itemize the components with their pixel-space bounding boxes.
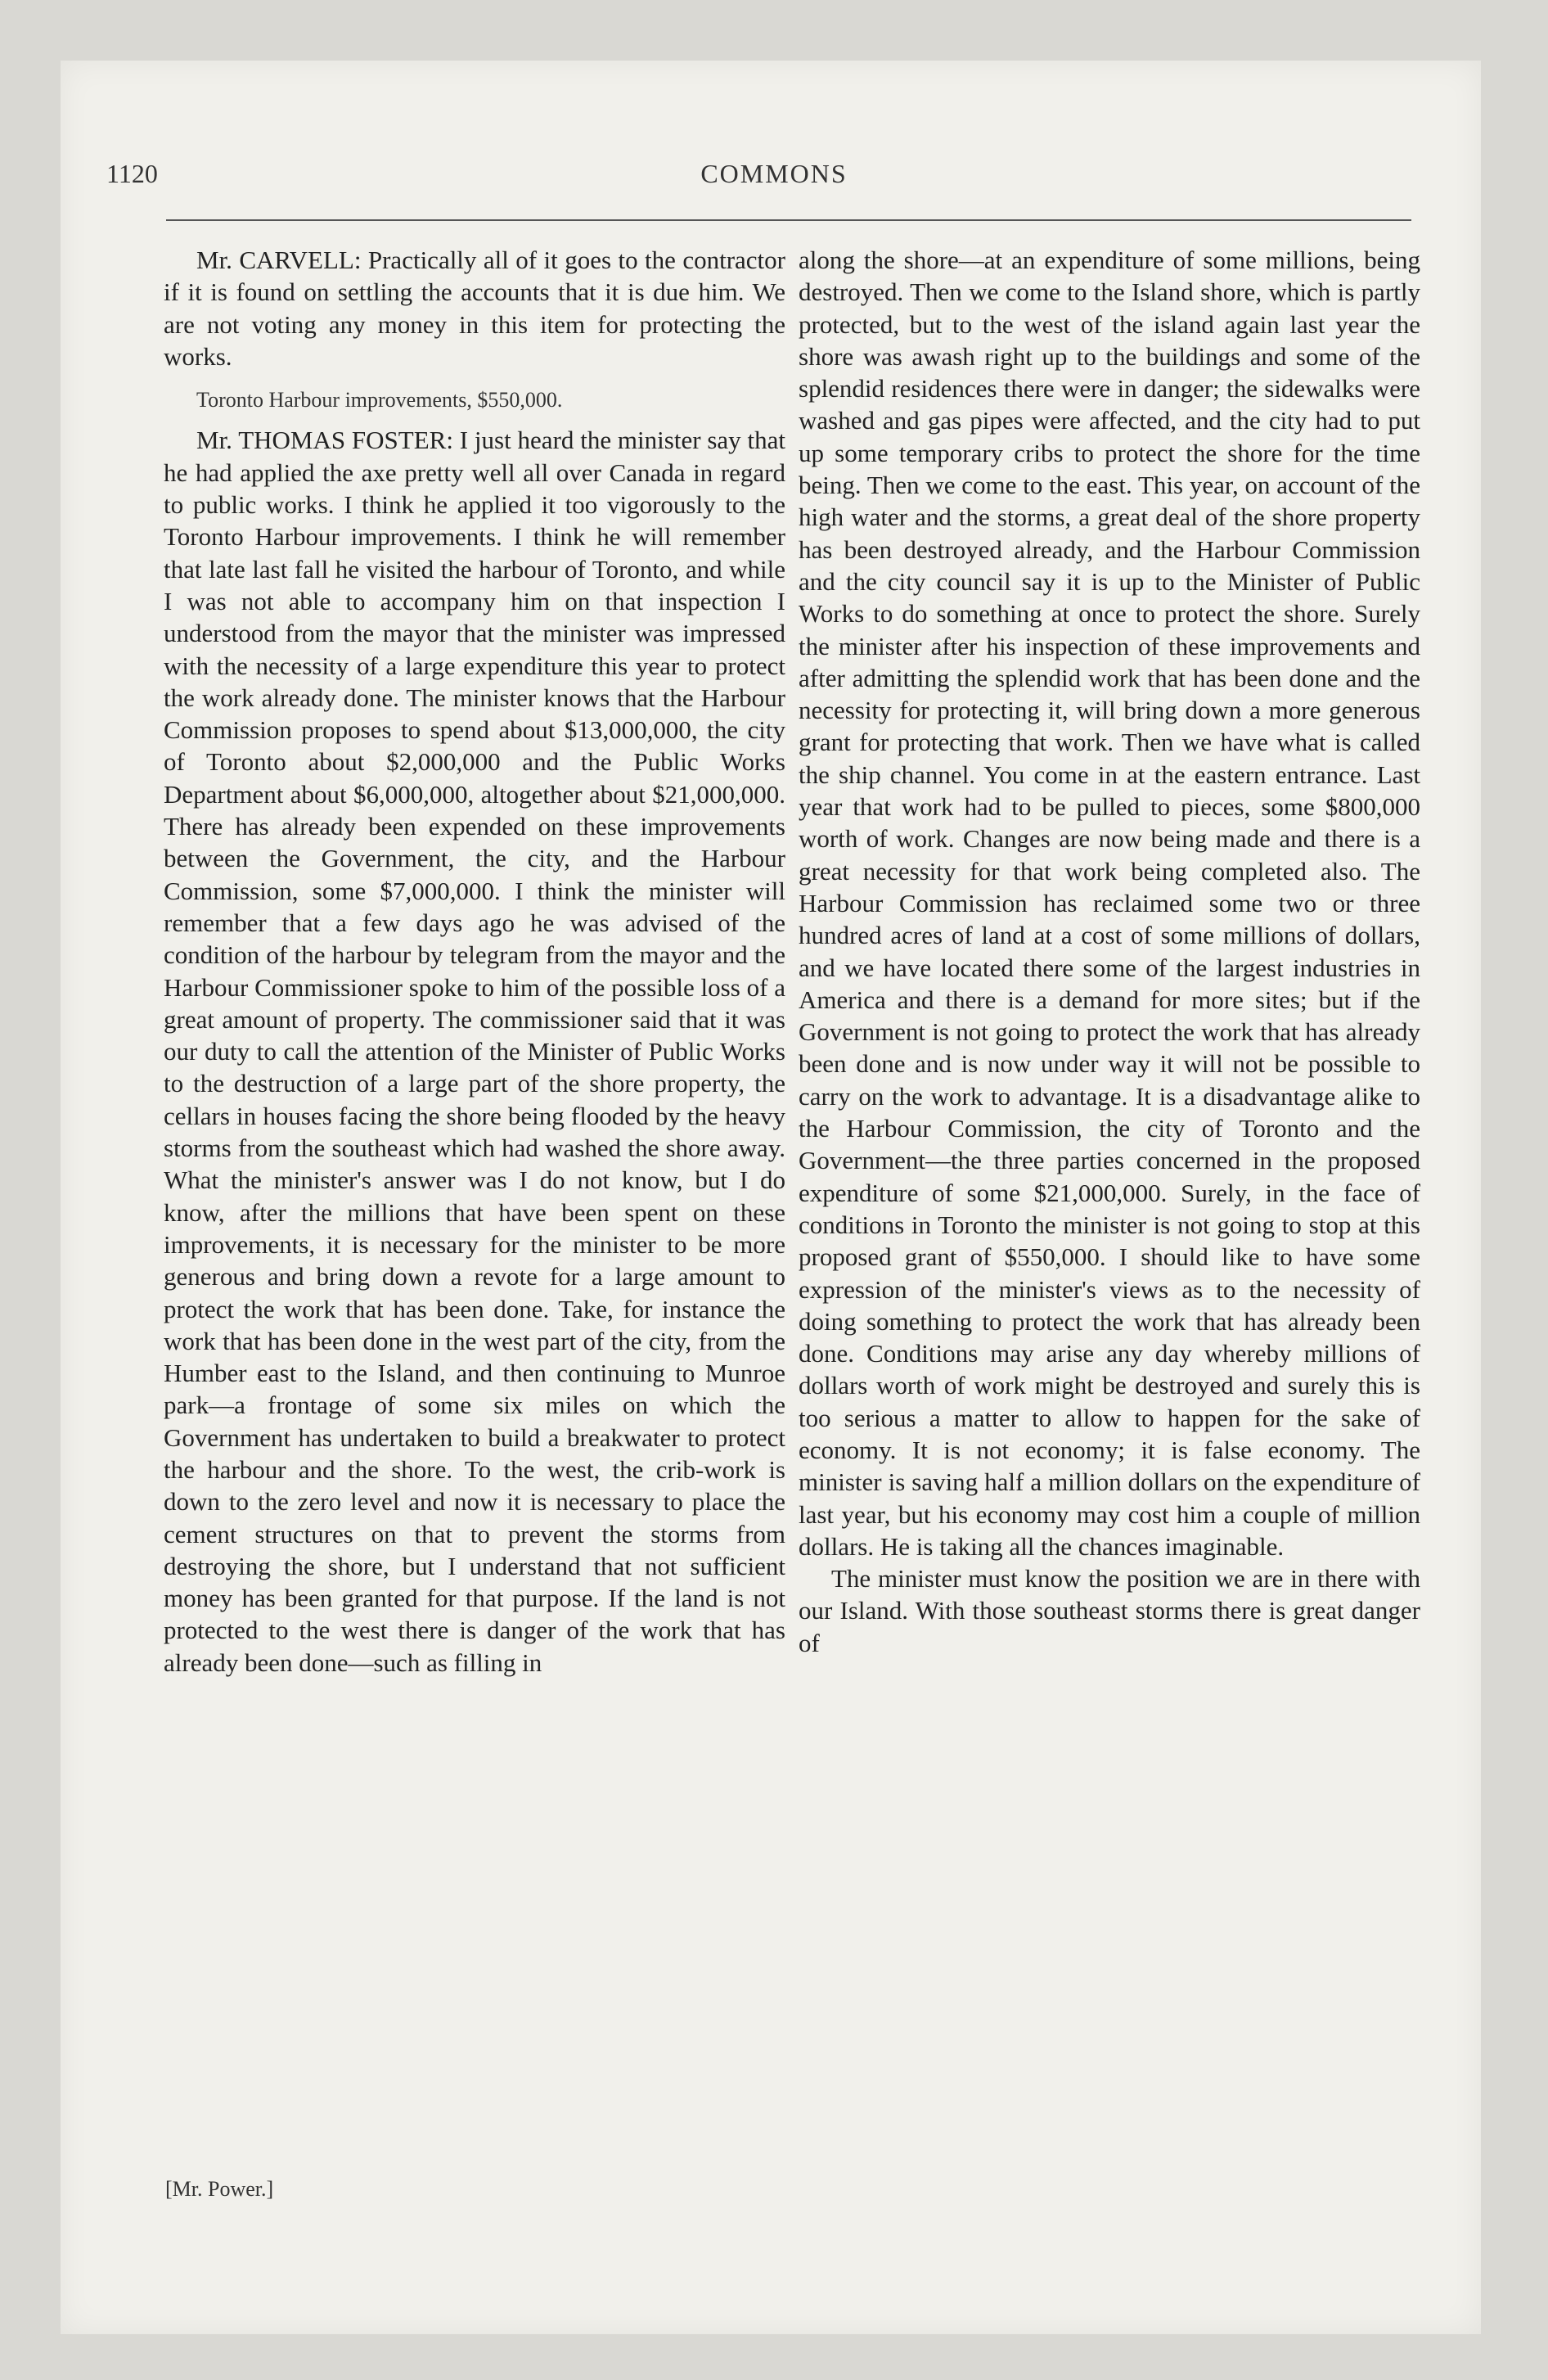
continued-paragraph: along the shore—at an expenditure of some millions, being destroyed. Then we come to the Island shore, which is partly protected, but to the west of the island again last year the shore was awash right up to the buildings and some of the splendid residences there were in danger; the sidewalks were washed and gas pipes were affected, and the city had to put up some temporary cribs to protect the shore for the time being. Then we come to the east. This year, on account of the high water and the storms, a great deal of the shore property has been destroyed already, and the Harbour Commission and the city council say it is up to the Minister of Public Works to do something at once to protect the shore. Surely the minister after his inspection of these improvements and after admitting the splendid work that has been done and the necessity for protecting it, will bring down a more generous grant for protecting that work. Then we have what is called the ship channel. You come in at the eastern entrance. Last year that work had to be pulled to pieces, some $800,000 worth of work. Changes are now being made and there is a great necessity for that work being completed also. The Harbour Commission has reclaimed some two or three hundred acres of land at a cost of some millions of dollars, and we have located there some of the largest industries in America and there is a demand for more sites; but if the Government is not going to protect the work that has already been done and is now under way it will not be possible to carry on the work to advantage. It is a disadvantage alike to the Harbour Commission, the city of Toronto and the Government—the three parties concerned in the proposed expenditure of some $21,000,000. Surely, in the face of conditions in Toronto the minister is not going to stop at this proposed grant of $550,000. I should like to have some expression of the minister's views as to the necessity of doing something to protect the work that has already been done. Conditions may arise any day whereby millions of dollars worth of work might be destroyed and surely this is too serious a matter to allow to happen for the sake of economy. It is not economy; it is false economy. The minister is saving half a million dollars on the expenditure of last year, but his economy may cost him a couple of million dollars. He is taking all the chances imaginable. — [799, 246, 1420, 1561]
speaker-footnote: [Mr. Power.] — [165, 2177, 274, 2201]
carvell-paragraph: Mr. CARVELL: Practically all of it goes to the contractor if it is found on settling the accounts that it is due him. We are not voting any money in this item for protecting the works. — [164, 246, 785, 371]
foster-paragraph: Mr. THOMAS FOSTER: I just heard the minister say that he had applied the axe pretty well all over Canada in regard to public works. I think he applied it too vigorously to the Toronto Harbour improvements. I think he will remember that late last fall he visited the harbour of Toronto, and while I was not able to accompany him on that inspection I understood from the mayor that the minister was impressed with the necessity of a large expenditure this year to protect the work already done. The minister knows that the Harbour Commission proposes to spend about $13,000,000, the city of Toronto about $2,000,000 and the Public Works Department about $6,000,000, altogether about $21,000,000. There has already been expended on these improvements between the Government, the city, and the Harbour Commission, some $7,000,000. I think the minister will remember that a few days ago he was advised of the condition of the harbour by telegram from the mayor and the Harbour Commissioner spoke to him of the possible loss of a great amount of property. The commissioner said that it was our duty to call the attention of the Minister of Public Works to the destruction of a large part of the shore property, the cellars in houses facing the shore being flooded by the heavy storms from the southeast which had washed the shore away. What the minister's answer was I do not know, but I do know, after the millions that have been spent on these improvements, it is necessary for the minister to be more generous and bring down a revote for a large amount to protect the work that has been done. Take, for instance the work that has been done in the west part of the city, from the Humber east to the Island, and then continuing to Munroe park—a frontage of some six miles on which the Government has undertaken to build a breakwater to protect the harbour and the shore. To the west, the crib-work is down to the zero level and now it is necessary to place the cement structures on that to prevent the storms from destroying the shore, but I understand that not sufficient money has been granted for that purpose. If the land is not protected to the west there is danger of the work that has already been done—such as filling in — [164, 426, 785, 1677]
item-heading: Toronto Harbour improvements, $550,000. — [196, 388, 563, 412]
page-number: 1120 — [106, 159, 158, 188]
left-column — [164, 244, 785, 1679]
header-rule — [166, 219, 1411, 221]
right-column — [799, 244, 1420, 1659]
running-title: COMMONS — [700, 159, 848, 188]
island-paragraph: The minister must know the position we are in there with our Island. With those southeast storms there is great danger of — [799, 1564, 1420, 1657]
